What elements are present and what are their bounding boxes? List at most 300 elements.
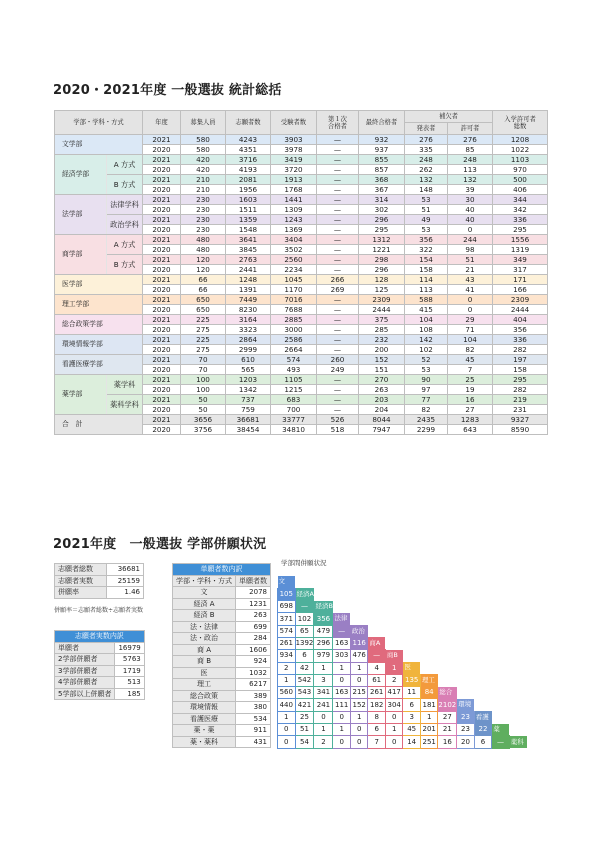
data-cell: 1556 [493,235,548,245]
matrix-empty [474,588,492,600]
matrix-empty [474,613,492,625]
table-row [55,295,548,305]
data-cell: 1208 [493,135,548,145]
matrix-empty [457,576,475,588]
data-cell: 970 [493,165,548,175]
data-cell: 737 [226,395,271,405]
data-cell: 1956 [226,185,271,195]
matrix-empty [492,625,510,637]
single-value: 2078 [236,587,271,599]
breakdown-row [55,642,145,654]
matrix-row [278,711,527,723]
data-cell: 66 [181,285,226,295]
data-cell: 1342 [226,385,271,395]
data-cell: 3404 [271,235,317,245]
header-first-pass-2: 合格者 [328,122,347,130]
single-value: 699 [236,621,271,633]
data-cell: 21 [448,265,493,275]
matrix-row [278,613,527,625]
breakdown-table [54,630,145,700]
sub-cell: B 方式 [107,175,143,195]
data-cell: — [317,255,359,265]
matrix-empty [474,687,492,699]
matrix-empty [385,588,403,600]
matrix-row [278,601,527,613]
data-cell: 45 [448,355,493,365]
stats-table [54,110,548,435]
data-cell: 230 [181,195,226,205]
data-cell: 2021 [143,235,181,245]
matrix-empty [457,625,475,637]
dept-cell: 文学部 [55,135,143,155]
matrix-cell: 0 [278,736,296,748]
breakdown-value: 513 [115,677,144,689]
matrix-cell: 304 [385,699,403,711]
data-cell: 2586 [271,335,317,345]
data-cell: 3419 [271,155,317,165]
data-cell: 2309 [359,295,405,305]
data-cell: 1243 [271,215,317,225]
summary-value: 36681 [107,564,144,576]
data-cell: 335 [405,145,448,155]
data-cell: 30 [448,195,493,205]
data-cell: 52 [405,355,448,365]
matrix-empty [492,674,510,686]
matrix-cell: 698 [278,601,296,613]
data-cell: 203 [359,395,405,405]
data-cell: 85 [448,145,493,155]
matrix-cell: 23 [457,724,475,736]
data-cell: 53 [405,225,448,235]
matrix-empty [385,601,403,613]
matrix-empty [385,613,403,625]
single-row [173,702,271,714]
data-cell: 266 [317,275,359,285]
data-cell: 2763 [226,255,271,265]
single-value: 1032 [236,667,271,679]
data-cell: 82 [405,405,448,415]
data-cell: 231 [493,405,548,415]
data-cell: 2444 [359,305,405,315]
header-enroll-2: 総数 [513,122,527,130]
sub-cell: A 方式 [107,235,143,255]
data-cell: 518 [317,425,359,435]
matrix-empty [492,699,510,711]
matrix-cell: 0 [385,736,403,748]
matrix-empty [457,588,475,600]
data-cell: — [317,395,359,405]
matrix-empty [509,650,527,662]
matrix-empty [333,601,351,613]
data-cell: 855 [359,155,405,165]
matrix-cell: 6 [368,724,386,736]
data-cell: 1319 [493,245,548,255]
data-cell: 7947 [359,425,405,435]
data-cell: 2020 [143,265,181,275]
matrix-cell: 341 [314,687,333,699]
matrix-cell: 0 [333,674,351,686]
matrix-cell: 45 [403,724,421,736]
data-cell: 1215 [271,385,317,395]
data-cell: 3164 [226,315,271,325]
data-cell: 2081 [226,175,271,185]
matrix-cell: 2 [278,662,296,674]
matrix-cell: 16 [438,736,457,748]
data-cell: 152 [359,355,405,365]
matrix-cell: 135 [403,674,421,686]
data-cell: 3641 [226,235,271,245]
matrix-row [278,576,527,588]
data-cell: 565 [226,365,271,375]
data-cell: 4243 [226,135,271,145]
matrix-cell: 3 [314,674,333,686]
matrix-cell: 560 [278,687,296,699]
single-label: 法・政治 [173,633,236,645]
matrix-cell: 2 [385,674,403,686]
table-row [55,135,548,145]
matrix-cell: 0 [350,736,368,748]
data-cell: 132 [405,175,448,185]
single-value: 1606 [236,644,271,656]
matrix-empty [457,674,475,686]
data-cell: 38454 [226,425,271,435]
single-label: 環境情報 [173,702,236,714]
data-cell: 1022 [493,145,548,155]
data-cell: 415 [405,305,448,315]
data-cell: 2435 [405,415,448,425]
matrix-empty [420,613,438,625]
matrix-empty [420,588,438,600]
matrix-empty [474,674,492,686]
data-cell: 282 [493,385,548,395]
data-cell: 298 [359,255,405,265]
data-cell: 171 [493,275,548,285]
sub-cell: B 方式 [107,255,143,275]
matrix-empty [438,674,457,686]
matrix-cell: 356 [314,613,333,625]
dept-cell: 総合政策学部 [55,315,143,335]
dept-cell: 合 計 [55,415,143,435]
data-cell: 158 [493,365,548,375]
single-label: 経済 A [173,598,236,610]
matrix-empty [420,637,438,649]
data-cell: 480 [181,235,226,245]
data-cell: 248 [405,155,448,165]
data-cell: — [317,155,359,165]
breakdown-header-row [55,631,145,643]
matrix-label: 総合 [438,687,457,699]
data-cell: 151 [359,365,405,375]
data-cell: 19 [448,385,493,395]
matrix-empty [509,588,527,600]
data-cell: 2441 [226,265,271,275]
data-cell: 2021 [143,315,181,325]
header-capacity: 募集人員 [181,111,226,135]
data-cell: 2020 [143,425,181,435]
data-cell: 7016 [271,295,317,305]
single-row [173,610,271,622]
data-cell: 588 [405,295,448,305]
data-cell: 113 [405,285,448,295]
matrix-empty [509,687,527,699]
single-value: 534 [236,713,271,725]
data-cell: 263 [359,385,405,395]
matrix-cell: — [492,736,510,748]
summary-label: 併願率 [55,587,107,599]
matrix-empty [385,576,403,588]
matrix-cell: 84 [420,687,438,699]
data-cell: 610 [226,355,271,365]
header-year: 年度 [143,111,181,135]
data-cell: 3903 [271,135,317,145]
summary-value: 25159 [107,575,144,587]
single-row [173,690,271,702]
data-cell: 3720 [271,165,317,175]
data-cell: 2021 [143,255,181,265]
data-cell: 7688 [271,305,317,315]
data-cell: 70 [181,355,226,365]
matrix-empty [474,699,492,711]
breakdown-label: 2学部併願者 [55,654,115,666]
matrix-label: 商B [385,650,403,662]
data-cell: 0 [448,295,493,305]
matrix-cell: — [295,601,314,613]
table-row [55,155,548,165]
data-cell: 650 [181,305,226,315]
matrix-empty [420,601,438,613]
single-value: 389 [236,690,271,702]
data-cell: — [317,305,359,315]
matrix-cell: 65 [295,625,314,637]
header-waitlist: 補欠者 [405,111,493,123]
data-cell: 275 [181,345,226,355]
matrix-empty [403,588,421,600]
single-label: 文 [173,587,236,599]
matrix-empty [403,613,421,625]
data-cell: 98 [448,245,493,255]
data-cell: — [317,385,359,395]
matrix-empty [509,711,527,723]
data-cell: 128 [359,275,405,285]
data-cell: 39 [448,185,493,195]
matrix-row [278,588,527,600]
table-row [55,335,548,345]
data-cell: 275 [181,325,226,335]
data-cell: 4351 [226,145,271,155]
matrix-empty [509,625,527,637]
data-cell: 97 [405,385,448,395]
matrix-cell: 0 [333,711,351,723]
data-cell: 148 [405,185,448,195]
matrix-empty [474,637,492,649]
single-label: 薬・薬 [173,725,236,737]
matrix-cell: 163 [333,687,351,699]
single-row [173,736,271,748]
matrix-label: 法律 [333,613,351,625]
data-cell: 336 [493,335,548,345]
data-cell: 1309 [271,205,317,215]
data-cell: 210 [181,185,226,195]
matrix-empty [314,576,333,588]
data-cell: 2444 [493,305,548,315]
header-permitted: 許可者 [448,123,493,135]
matrix-empty [457,687,475,699]
matrix-cell: 1 [350,662,368,674]
matrix-cell: 111 [333,699,351,711]
matrix-empty [457,650,475,662]
data-cell: — [317,405,359,415]
matrix-empty [295,576,314,588]
data-cell: 526 [317,415,359,425]
data-cell: 317 [493,265,548,275]
matrix-row [278,699,527,711]
single-title-row [173,564,271,576]
breakdown-value: 16979 [115,642,144,654]
matrix-cell: 296 [314,637,333,649]
header-enroll-1: 入学許可者 [504,115,536,123]
data-cell: 282 [493,345,548,355]
single-label: 法・法律 [173,621,236,633]
matrix-empty [492,650,510,662]
matrix-cell: 1 [314,662,333,674]
data-cell: — [317,175,359,185]
single-row [173,679,271,691]
single-table [172,563,271,748]
data-cell: — [317,295,359,305]
data-cell: 114 [405,275,448,285]
matrix-cell: — [333,625,351,637]
matrix-empty [474,601,492,613]
matrix-empty [438,601,457,613]
matrix-empty [474,625,492,637]
data-cell: 937 [359,145,405,155]
matrix-empty [457,637,475,649]
data-cell: 493 [271,365,317,375]
data-cell: 404 [493,315,548,325]
matrix-cell: 421 [295,699,314,711]
data-cell: 40 [448,215,493,225]
single-value: 263 [236,610,271,622]
data-cell: 71 [448,325,493,335]
data-cell: 356 [493,325,548,335]
matrix-row [278,625,527,637]
data-cell: 3756 [181,425,226,435]
single-header-dept: 学部・学科・方式 [173,575,236,587]
data-cell: 3978 [271,145,317,155]
data-cell: 368 [359,175,405,185]
data-cell: 3845 [226,245,271,255]
matrix-cell: 0 [314,711,333,723]
data-cell: 356 [405,235,448,245]
data-cell: 270 [359,375,405,385]
matrix-empty [403,625,421,637]
breakdown-row [55,688,145,700]
data-cell: 50 [181,395,226,405]
single-value: 911 [236,725,271,737]
matrix-row [278,650,527,662]
single-value: 924 [236,656,271,668]
data-cell: 104 [405,315,448,325]
matrix-cell: 102 [295,613,314,625]
matrix-row [278,736,527,748]
single-row [173,644,271,656]
summary-value: 1.46 [107,587,144,599]
sub-cell: 法律学科 [107,195,143,215]
data-cell: 230 [181,215,226,225]
single-value: 6217 [236,679,271,691]
matrix-cell: 3 [403,711,421,723]
matrix-cell: 261 [278,637,296,649]
matrix-empty [350,613,368,625]
single-title: 単願者数内訳 [173,564,271,576]
data-cell: 302 [359,205,405,215]
table-row [55,415,548,425]
matrix-cell: 934 [278,650,296,662]
matrix-cell: 1392 [295,637,314,649]
data-cell: 2020 [143,365,181,375]
data-cell: 125 [359,285,405,295]
data-cell: 2021 [143,175,181,185]
matrix-empty [368,588,386,600]
matrix-label: 医 [403,662,421,674]
matrix-cell: 6 [295,650,314,662]
data-cell: 104 [448,335,493,345]
data-cell: 2999 [226,345,271,355]
matrix-empty [474,650,492,662]
matrix-cell: 371 [278,613,296,625]
summary-row [55,587,144,599]
data-cell: 70 [181,365,226,375]
matrix-cell: 22 [474,724,492,736]
breakdown-label: 単願者 [55,642,115,654]
single-label: 総合政策 [173,690,236,702]
dept-cell: 薬学部 [55,375,107,415]
sub-cell: 政治学科 [107,215,143,235]
data-cell: 296 [359,265,405,275]
data-cell: 1045 [271,275,317,285]
matrix-empty [420,576,438,588]
data-cell: 2020 [143,225,181,235]
matrix-cell: 1 [385,662,403,674]
matrix-empty [420,662,438,674]
summary-row [55,564,144,576]
data-cell: 230 [181,205,226,215]
data-cell: 113 [448,165,493,175]
summary-label: 志願者総数 [55,564,107,576]
data-cell: 34810 [271,425,317,435]
matrix-empty [438,576,457,588]
data-cell: 230 [181,225,226,235]
data-cell: 200 [359,345,405,355]
data-cell: 25 [448,375,493,385]
data-cell: 90 [405,375,448,385]
matrix-cell: 27 [438,711,457,723]
summary-row [55,575,144,587]
table-row [55,315,548,325]
matrix-empty [438,650,457,662]
single-row [173,667,271,679]
data-cell: 7449 [226,295,271,305]
data-cell: 102 [405,345,448,355]
data-cell: 100 [181,385,226,395]
data-cell: 2021 [143,355,181,365]
matrix-row [278,637,527,649]
data-cell: 51 [405,205,448,215]
data-cell: 53 [405,365,448,375]
data-cell: 36681 [226,415,271,425]
data-cell: 232 [359,335,405,345]
data-cell: 683 [271,395,317,405]
